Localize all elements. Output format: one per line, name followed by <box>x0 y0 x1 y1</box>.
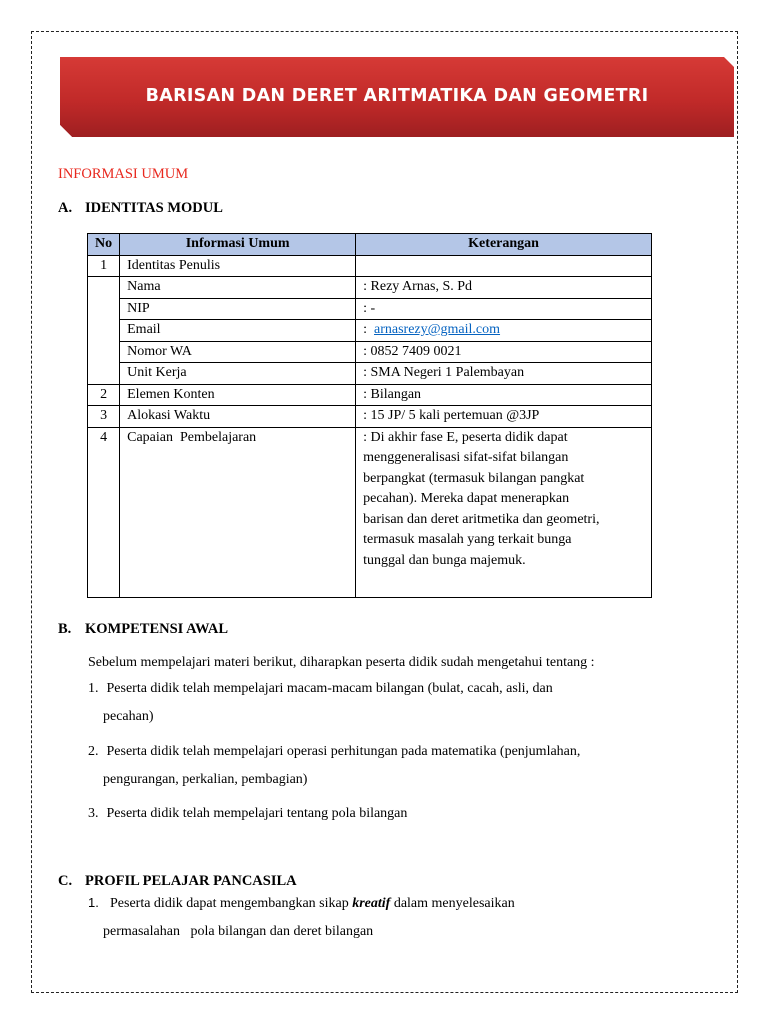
table-row <box>88 427 652 597</box>
table-row <box>88 341 652 363</box>
row-value <box>356 255 652 277</box>
row-label: Unit Kerja <box>120 363 356 385</box>
row-label: Email <box>120 320 356 342</box>
capaian-line: tunggal dan bunga majemuk. <box>363 552 526 568</box>
capaian-line: : Di akhir fase E, peserta didik dapat <box>363 429 568 445</box>
capaian-value <box>356 427 652 597</box>
kompetensi-intro: Sebelum mempelajari materi berikut, diharapkan peserta didik sudah mengetahui tentang : <box>88 655 595 670</box>
list-item <box>88 800 648 828</box>
table-row <box>88 255 652 277</box>
capaian-line: menggeneralisasi sifat-sifat bilangan <box>363 450 569 465</box>
row-value: : 0852 7409 0021 <box>356 341 652 363</box>
section-a-letter: A. <box>58 200 73 216</box>
row-label: Capaian Pembelajaran <box>120 427 356 597</box>
section-b-heading <box>58 621 228 638</box>
section-a-title: IDENTITAS MODUL <box>85 200 223 216</box>
identitas-modul-table <box>87 233 652 598</box>
section-c-title: PROFIL PELAJAR PANCASILA <box>85 873 297 889</box>
document-title: BARISAN DAN DERET ARITMATIKA DAN GEOMETRI <box>145 86 649 106</box>
row-number: 1 <box>88 255 120 277</box>
row-value: : SMA Negeri 1 Palembayan <box>356 363 652 385</box>
emphasis-text: kreatif <box>352 896 391 911</box>
row-label: Identitas Penulis <box>120 255 356 277</box>
row-number: 3 <box>88 406 120 428</box>
list-text: Peserta didik telah mempelajari macam-macam bilangan (bulat, cacah, asli, dan <box>106 681 553 696</box>
row-label: Alokasi Waktu <box>120 406 356 428</box>
table-row <box>88 384 652 406</box>
table-row <box>88 406 652 428</box>
row-value: : 15 JP/ 5 kali pertemuan @3JP <box>356 406 652 428</box>
email-link[interactable]: arnasrezy@gmail.com <box>374 322 501 337</box>
capaian-line: pecahan). Mereka dapat menerapkan <box>363 491 570 506</box>
section-b-title: KOMPETENSI AWAL <box>85 621 229 637</box>
row-value: : Bilangan <box>356 384 652 406</box>
section-c-letter: C. <box>58 873 73 889</box>
section-c-heading <box>58 873 297 890</box>
list-number: 1. <box>88 681 99 696</box>
title-banner <box>60 57 734 137</box>
header-informasi: Informasi Umum <box>120 234 356 256</box>
list-text: Peserta didik telah mempelajari operasi perhitungan pada matematika (penjumlahan, <box>106 744 581 759</box>
row-value: : - <box>356 298 652 320</box>
list-number: 3. <box>88 806 99 821</box>
header-no: No <box>88 234 120 256</box>
row-value: : Rezy Arnas, S. Pd <box>356 277 652 299</box>
row-label: Nomor WA <box>120 341 356 363</box>
list-text-continued: permasalahan pola bilangan dan deret bilangan <box>103 924 374 939</box>
capaian-line: berpangkat (termasuk bilangan pangkat <box>363 470 585 486</box>
table-row <box>88 298 652 320</box>
section-a-heading <box>58 200 223 217</box>
list-number: 1. <box>88 895 99 910</box>
row-label: Elemen Konten <box>120 384 356 406</box>
list-text: dalam menyelesaikan <box>390 896 515 911</box>
row-label: NIP <box>120 298 356 320</box>
capaian-line: barisan dan deret aritmetika dan geometri, <box>363 511 600 527</box>
list-text: Peserta didik telah mempelajari tentang pola bilangan <box>106 806 408 821</box>
list-text-continued: pecahan) <box>103 709 154 724</box>
row-number-empty <box>88 277 120 385</box>
list-number: 2. <box>88 744 99 759</box>
row-number: 2 <box>88 384 120 406</box>
list-item <box>88 889 648 946</box>
email-prefix: : <box>363 322 375 337</box>
table-row <box>88 363 652 385</box>
table-row <box>88 277 652 299</box>
list-text-continued: pengurangan, perkalian, pembagian) <box>103 772 308 787</box>
informasi-umum-label: INFORMASI UMUM <box>58 166 189 182</box>
table-header-row <box>88 234 652 256</box>
capaian-line: termasuk masalah yang terkait bunga <box>363 532 572 547</box>
list-text: Peserta didik dapat mengembangkan sikap <box>110 896 353 911</box>
header-keterangan: Keterangan <box>356 234 652 256</box>
list-item <box>88 675 648 731</box>
list-item <box>88 738 648 794</box>
table-row <box>88 320 652 342</box>
row-number: 4 <box>88 427 120 597</box>
row-label: Nama <box>120 277 356 299</box>
row-value <box>356 320 652 342</box>
section-b-letter: B. <box>58 621 72 637</box>
